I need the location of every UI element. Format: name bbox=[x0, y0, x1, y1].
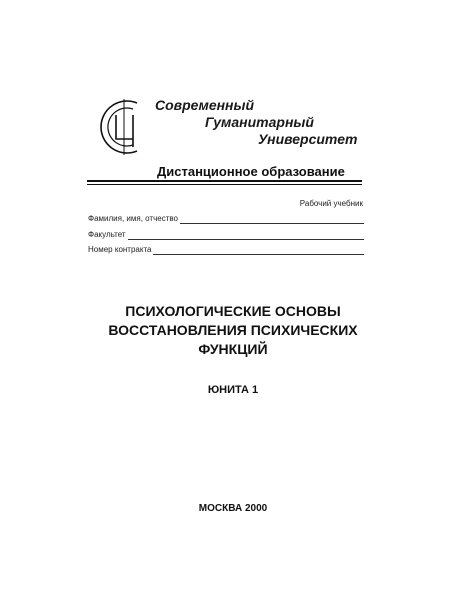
document-type-label: Рабочий учебник bbox=[299, 199, 363, 208]
title-line-3: ФУНКЦИЙ bbox=[198, 341, 268, 357]
faculty-field bbox=[88, 229, 364, 240]
unit-label: ЮНИТА 1 bbox=[207, 384, 259, 396]
program-title: Дистанционное образование bbox=[157, 164, 345, 179]
full-name-blank-line bbox=[180, 215, 364, 224]
header-rule-thin bbox=[87, 184, 362, 185]
title-line-1: ПСИХОЛОГИЧЕСКИЕ ОСНОВЫ bbox=[125, 303, 341, 319]
city-year-footer: МОСКВА 2000 bbox=[198, 503, 268, 514]
title-line-2: ВОССТАНОВЛЕНИЯ ПСИХИЧЕСКИХ bbox=[108, 322, 358, 338]
full-name-label: Фамилия, имя, отчество bbox=[88, 214, 178, 223]
contract-number-label: Номер контракта bbox=[88, 245, 152, 254]
university-name-line-2: Гуманитарный bbox=[205, 114, 314, 130]
university-name-line-1: Современный bbox=[155, 97, 255, 113]
contract-number-blank-line bbox=[153, 246, 364, 255]
document-title bbox=[60, 302, 406, 359]
university-logo-icon bbox=[93, 95, 153, 159]
faculty-blank-line bbox=[128, 231, 364, 240]
full-name-field bbox=[88, 213, 364, 224]
faculty-label: Факультет bbox=[88, 230, 126, 239]
header-rule-thick bbox=[87, 180, 362, 182]
contract-number-field bbox=[88, 244, 364, 255]
university-name-line-3: Университет bbox=[258, 131, 358, 147]
